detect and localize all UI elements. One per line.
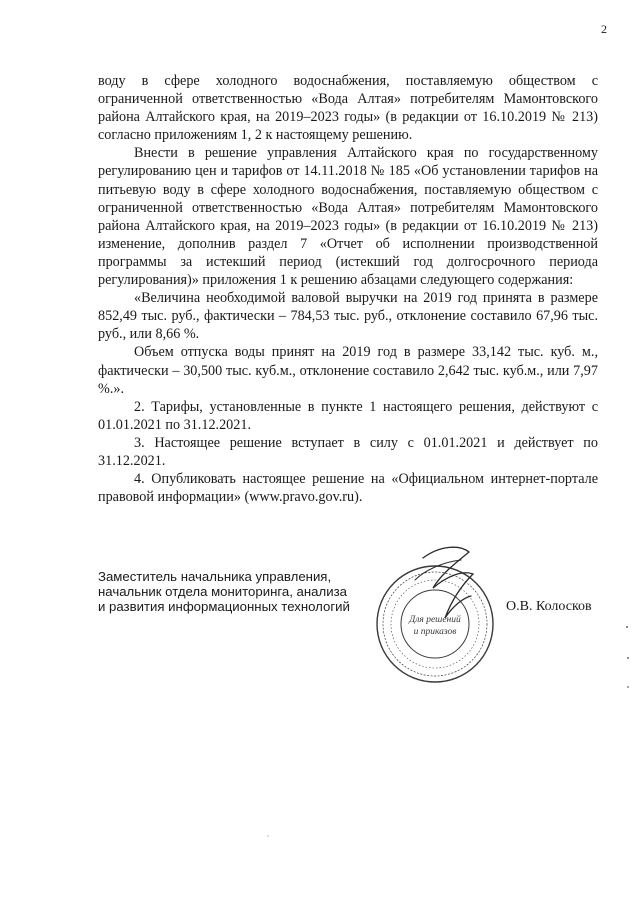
document-body [98,72,598,506]
paragraph-continuation: воду в сфере холодного водоснабжения, поставляемую обществом с ограниченной ответственностью «Вода Алтая» потребителям Мамонтовского района Алтайского края, на 2019–2023 годы» (в редакции от 16.10.2019 № 213) согласно приложениям 1, 2 к настоящему решению. [98,73,598,144]
position-line: начальник отдела мониторинга, анализа [98,584,347,599]
handwritten-signature [415,560,461,580]
paragraph-item-4: 4. Опубликовать настоящее решение на «Официальном интернет-портале правовой информации» (www.pravo.gov.ru). [98,471,598,506]
paragraph-water-volume: Объем отпуска воды принят на 2019 год в размере 33,142 тыс. куб. м., фактически – 30,500 тыс. куб.м., отклонение составило 2,642 тыс. куб.м., или 7,97 %.». [98,344,598,397]
paragraph-item-2: 2. Тарифы, установленные в пункте 1 настоящего решения, действуют с 01.01.2021 по 31.12.2021. [98,398,598,433]
seal-center-line: и приказов [413,627,457,637]
paragraph-revenue: «Величина необходимой валовой выручки на 2019 год принята в размере 852,49 тыс. руб., фактически – 784,53 тыс. руб., отклонение составило 67,96 тыс. руб., или 8,66 %. [98,290,598,343]
handwritten-signature [423,547,473,618]
official-seal-stamp [365,540,510,690]
signatory-name: О.В. Колосков [506,599,592,614]
signatory-position [98,569,398,614]
page-number: 2 [601,22,607,36]
signature-block [98,569,598,709]
position-line: и развития информационных технологий [98,599,350,614]
paragraph-amendment: Внести в решение управления Алтайского края по государственному регулированию цен и тарифов от 14.11.2018 № 185 «Об установлении тарифов на питьевую воду в сфере холодного водоснабжения, поставляемую обществом с ограниченной ответственностью «Вода Алтая» потребителям Мамонтовского района Алтайского края, на 2019–2023 годы» (в редакции от 16.10.2019 № 213) изменение, дополнив раздел 7 «Отчет об исполнении производственной программы за истекший период (истекший год долгосрочного периода регулирования)» приложения 1 к решению абзацами следующего содержания: [98,145,598,289]
seal-center-line: Для решений [409,615,461,625]
position-line: Заместитель начальника управления, [98,569,332,584]
paragraph-item-3: 3. Настоящее решение вступает в силу с 01.01.2021 и действует по 31.12.2021. [98,434,598,469]
